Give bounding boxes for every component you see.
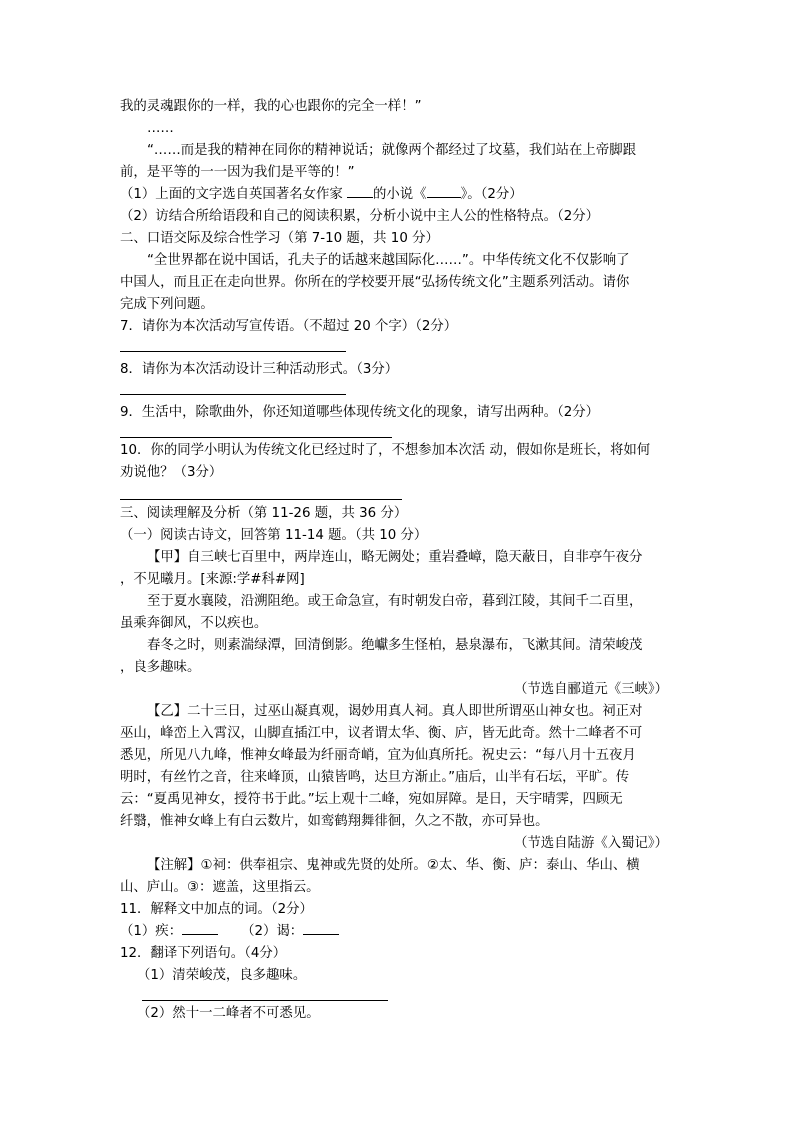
- question-9: 9．生活中，除歌曲外，你还知道哪些体现传统文化的现象，请写出两种。（2分）: [120, 405, 600, 420]
- question-11-answers: [120, 922, 680, 942]
- passage-line: ，不见曦月。[来源:学#科#网]: [120, 572, 305, 587]
- source-citation: （节选自郦道元《三峡》）: [514, 682, 668, 697]
- passage-line: 虽乘奔御风，不以疾也。: [120, 616, 268, 631]
- novel-title-blank[interactable]: [427, 197, 461, 198]
- passage-line: 至于夏水襄陵，沿溯阻绝。或王命急宣，有时朝发白帝，暮到江陵，其间千二百里，: [147, 594, 643, 609]
- sub-question-label: （2）谒：: [241, 924, 304, 939]
- sub-question: （1）清荣峻茂，良多趣味。: [137, 968, 307, 983]
- question-7: 7．请你为本次活动写宣传语。（不超过 20 个字）（2分）: [120, 319, 458, 334]
- text-line: 前，是平等的一一因为我们是平等的！”: [120, 165, 355, 180]
- question-2-line: （2）访结合所给语段和自己的阅读积累，分析小说中主人公的性格特点。（2分）: [120, 209, 600, 224]
- passage-line: 巫山，峰峦上入霄汉，山脚直插江中，议者谓太华、衡、庐，皆无此奇。然十二峰者不可: [120, 726, 643, 741]
- text-line: 我的灵魂跟你的一样，我的心也跟你的完全一样！”: [120, 99, 422, 114]
- question-text: 》。（2分）: [460, 187, 523, 202]
- question-10: 10．你的同学小明认为传统文化已经过时了，不想参加本次活 动，假如你是班长，将如何: [120, 443, 651, 458]
- passage-line: ，良多趣味。: [120, 660, 201, 675]
- section-heading: 三、阅读理解及分析（第 11-26 题，共 36 分）: [120, 506, 408, 521]
- answer-line[interactable]: [120, 499, 402, 500]
- author-blank[interactable]: [347, 197, 373, 198]
- text-line: “……而是我的精神在同你的精神说话；就像两个都经过了坟墓，我们站在上帝脚跟: [147, 143, 636, 158]
- text-line: 劝说他？（3分）: [120, 465, 223, 480]
- passage-line: 悉见，所见八九峰，惟神女峰最为纤丽奇峭，宜为仙真所托。祝史云：“每八月十五夜月: [120, 748, 636, 763]
- passage-line: 明时，有丝竹之音，往来峰顶，山猿皆鸣，达旦方渐止。”庙后，山半有石坛，平旷。传: [120, 770, 630, 785]
- answer-line[interactable]: [120, 437, 392, 438]
- subsection-heading: （一）阅读古诗文，回答第 11-14 题。（共 10 分）: [120, 528, 428, 543]
- text-line: 完成下列问题。: [120, 297, 214, 312]
- passage-line: 春冬之时，则素湍绿潭，回清倒影。绝巘多生怪柏，悬泉瀑布，飞漱其间。清荣峻茂: [147, 638, 643, 653]
- question-text: 的小说《: [373, 187, 427, 202]
- question-11: 11．解释文中加点的词。（2分）: [120, 902, 313, 917]
- answer-line[interactable]: [120, 394, 346, 395]
- question-8: 8．请你为本次活动设计三种活动形式。（3分）: [120, 362, 399, 377]
- question-1-line: [120, 185, 680, 205]
- passage-line: 云：“夏禹见神女，授符书于此。”坛上观十二峰，宛如屏障。是日，天宇晴霁，四顾无: [120, 792, 623, 807]
- passage-line: 【甲】自三峡七百里中，两岸连山，略无阙处；重岩叠嶂，隐天蔽日，自非亭午夜分: [147, 550, 643, 565]
- question-12: 12．翻译下列语句。（4分）: [120, 946, 287, 961]
- annotation-line: 【注解】①祠：供奉祖宗、鬼神或先贤的处所。②太、华、衡、庐：泰山、华山、横: [147, 858, 640, 873]
- passage-line: 纤翳，惟神女峰上有白云数片，如鸾鹤翔舞徘徊，久之不散，亦可异也。: [120, 814, 549, 829]
- answer-line[interactable]: [142, 1000, 388, 1001]
- section-heading: 二、口语交际及综合性学习（第 7-10 题，共 10 分）: [120, 231, 439, 246]
- text-line: “全世界都在说中国话，孔夫子的话越来越国际化……”。中华传统文化不仅影响了: [147, 253, 630, 268]
- answer-blank[interactable]: [182, 934, 218, 935]
- source-citation: （节选自陆游《入蜀记》）: [514, 836, 668, 851]
- answer-line[interactable]: [120, 351, 346, 352]
- text-line: 中国人，而且正在走向世界。你所在的学校要开展“弘扬传统文化”主题系列活动。请你: [120, 275, 630, 290]
- annotation-line: 山、庐山。③：遮盖，这里指云。: [120, 880, 320, 895]
- question-text: （1）上面的文字选自英国著名女作家: [120, 187, 348, 202]
- sub-question: （2）然十一二峰者不可悉见。: [137, 1006, 320, 1021]
- answer-blank[interactable]: [303, 934, 339, 935]
- passage-line: 【乙】二十三日，过巫山凝真观，谒妙用真人祠。真人即世所谓巫山神女也。祠正对: [147, 704, 643, 719]
- sub-question-label: （1）疾：: [120, 924, 183, 939]
- ellipsis-line: ……: [147, 121, 174, 136]
